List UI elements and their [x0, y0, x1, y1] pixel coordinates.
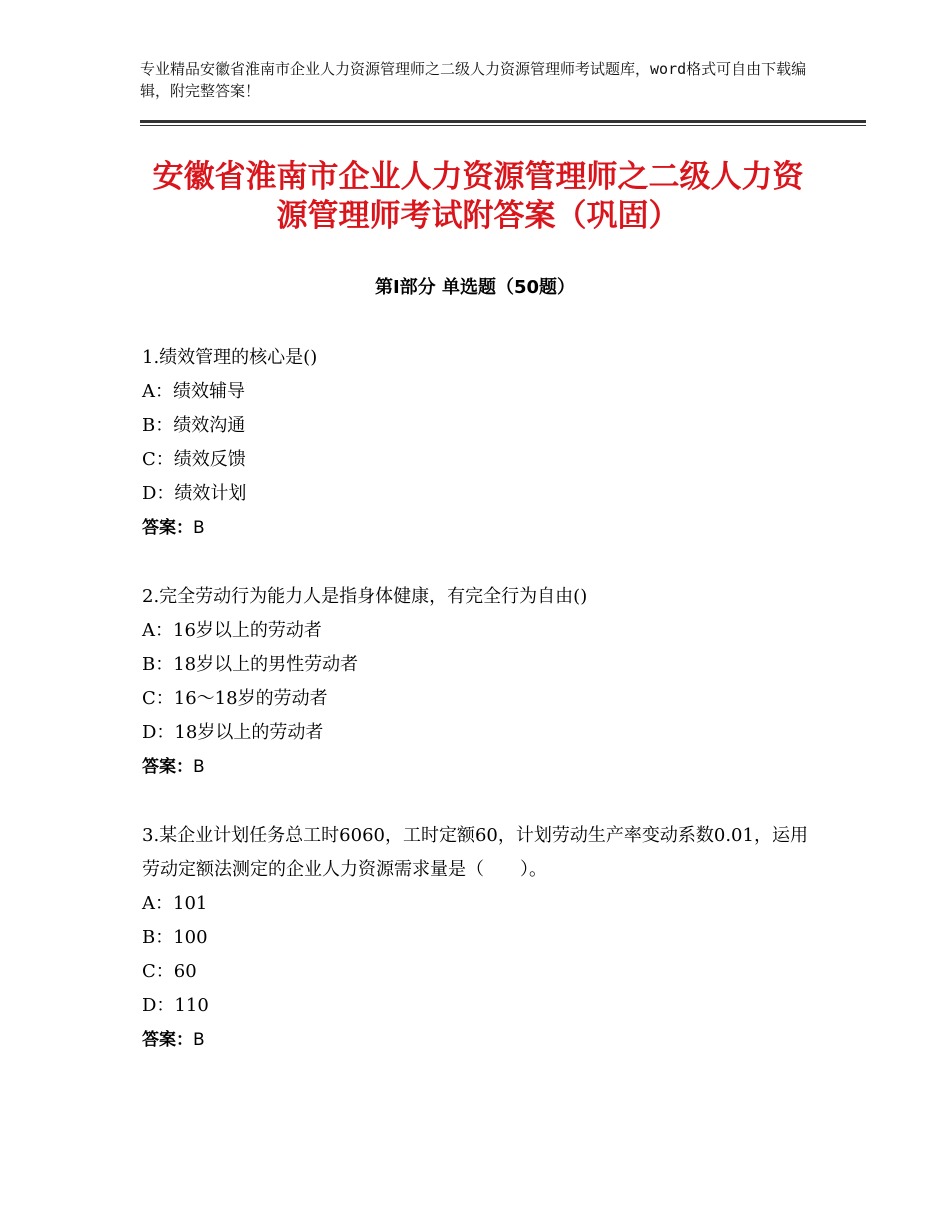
option-b: B：100 [142, 927, 208, 948]
header-divider-thick [140, 120, 866, 123]
header-note: 专业精品安徽省淮南市企业人力资源管理师之二级人力资源管理师考试题库，word格式可自由下载编辑，附完整答案！ [140, 60, 807, 100]
document-title: 安徽省淮南市企业人力资源管理师之二级人力资源管理师考试附答案（巩固） [152, 159, 804, 234]
option-a: A：绩效辅导 [142, 381, 245, 402]
section-title: 第Ⅰ部分 单选题（50题） [374, 277, 575, 298]
option-d: D：绩效计划 [142, 483, 247, 504]
answer-line [142, 1023, 822, 1057]
question-1 [142, 341, 822, 545]
answer-value: B [193, 1030, 205, 1050]
question-3 [142, 819, 822, 1057]
option-d: D：110 [142, 995, 209, 1016]
answer-label: 答案： [142, 518, 193, 538]
option-c: C：60 [142, 961, 197, 982]
answer-label: 答案： [142, 757, 193, 777]
option-a: A：101 [142, 893, 208, 914]
option-b: B：绩效沟通 [142, 415, 246, 436]
answer-line [142, 750, 822, 784]
question-2 [142, 580, 822, 784]
answer-label: 答案： [142, 1030, 193, 1050]
option-c: C：16～18岁的劳动者 [142, 688, 328, 709]
question-stem: 2.完全劳动行为能力人是指身体健康，有完全行为自由() [142, 586, 588, 607]
answer-value: B [193, 757, 205, 777]
option-c: C：绩效反馈 [142, 449, 246, 470]
answer-line [142, 511, 822, 545]
question-stem: 3.某企业计划任务总工时6060，工时定额60，计划劳动生产率变动系数0.01，运用劳动定额法测定的企业人力资源需求量是（ ）。 [142, 825, 808, 880]
option-b: B：18岁以上的男性劳动者 [142, 654, 359, 675]
answer-value: B [193, 518, 205, 538]
header-divider-thin [140, 125, 866, 126]
question-stem: 1.绩效管理的核心是() [142, 347, 318, 368]
option-d: D：18岁以上的劳动者 [142, 722, 324, 743]
option-a: A：16岁以上的劳动者 [142, 620, 322, 641]
